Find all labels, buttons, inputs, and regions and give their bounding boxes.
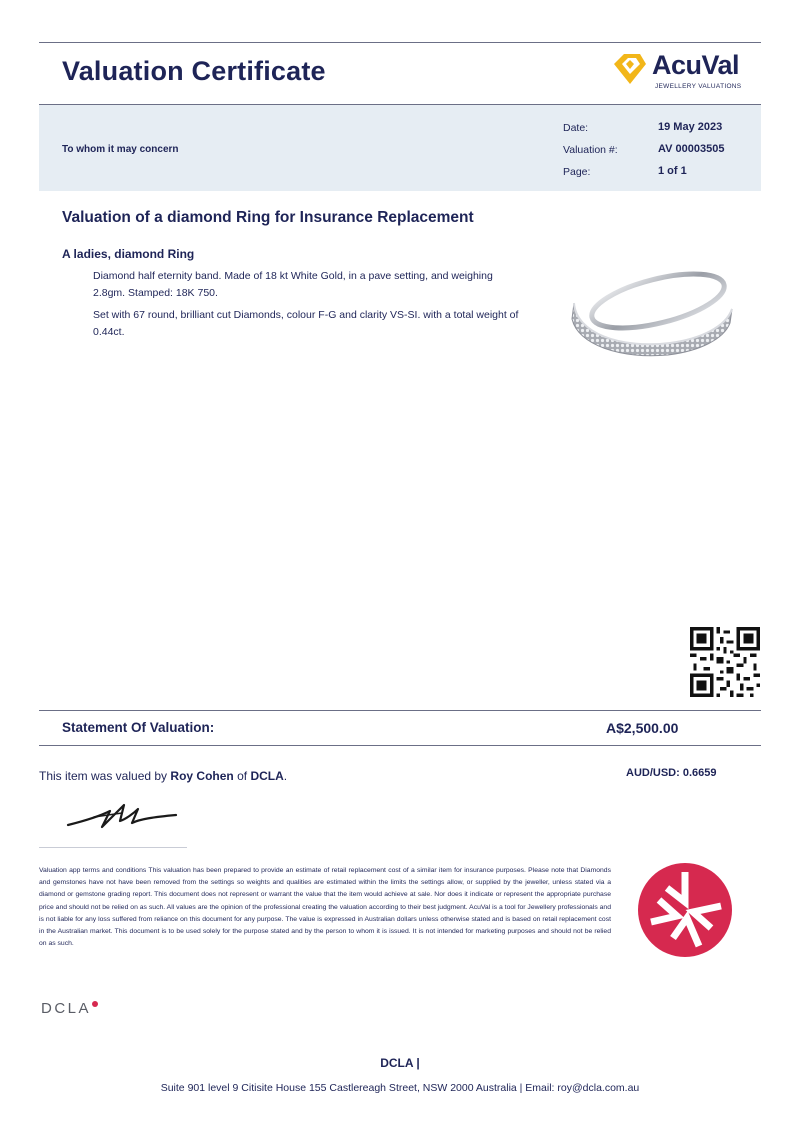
valuation-number-label: Valuation #: — [563, 144, 618, 156]
footer-company: DCLA | — [380, 1056, 420, 1070]
footer-address: Suite 901 level 9 Citisite House 155 Castlereagh Street, NSW 2000 Australia | Email: roy@dcla.com.au — [160, 1082, 640, 1094]
valuer-name: Roy Cohen — [170, 769, 234, 783]
dcla-logo — [41, 1000, 98, 1017]
acuval-logo-icon — [612, 52, 648, 88]
page-title: Valuation Certificate — [62, 56, 326, 86]
dcla-logo-text: DCLA — [41, 1000, 92, 1017]
statement-top-divider — [39, 710, 761, 711]
statement-value: A$2,500.00 — [606, 720, 679, 736]
item-title: A ladies, diamond Ring — [62, 247, 195, 261]
valued-by — [39, 769, 287, 783]
qr-code — [690, 627, 760, 697]
signature — [64, 797, 184, 833]
item-description-1: Diamond half eternity band. Made of 18 kt White Gold, in a pave setting, and weighing 2.8gm. Stamped: 18K 750. — [93, 270, 493, 299]
signature-line — [39, 847, 187, 848]
dcla-logo-dot-icon — [92, 1001, 98, 1007]
page-label: Page: — [563, 166, 591, 178]
addressee: To whom it may concern — [62, 144, 179, 155]
top-divider — [39, 42, 761, 43]
statement-label: Statement Of Valuation: — [62, 720, 215, 735]
statement-bottom-divider — [39, 745, 761, 746]
section-title: Valuation of a diamond Ring for Insurance Replacement — [62, 209, 474, 226]
ring-photo — [560, 263, 746, 359]
valuation-number-value: AV 00003505 — [658, 143, 725, 155]
valuer-company: DCLA — [250, 769, 284, 783]
logo-name: AcuVal — [652, 50, 740, 80]
date-label: Date: — [563, 122, 589, 134]
valued-by-suffix: . — [283, 769, 288, 783]
acuval-logo — [612, 50, 762, 96]
logo-subtitle: JEWELLERY VALUATIONS — [655, 83, 742, 90]
emblem-logo — [637, 862, 733, 958]
page-value: 1 of 1 — [658, 165, 687, 177]
date-value: 19 May 2023 — [658, 121, 723, 133]
valued-by-of: of — [237, 769, 248, 783]
exchange-rate: AUD/USD: 0.6659 — [626, 767, 717, 779]
valued-by-prefix: This item was valued by — [39, 769, 168, 783]
terms-and-conditions: Valuation app terms and conditions This valuation has been prepared to provide an estimate of retail replacement cost of a similar item for insurance purposes. Please note that Diamonds and gemstones have not have been removed from the settings so weights and qualities are estimated within the limits the settings allow, or supplied by the jeweller, unless stated via a diamond or gemstone grading report. This document does not represent or warrant the value that the item would achieve at sale. Nor does it indicate or represent the appropriate purchase price and should not be relied on as such. All values are the opinion of the professional creating the valuation according to their best judgment. AcuVal is a tool for Jewellery professionals and is not liable for any loss suffered from reliance on this document for any purpose. The value is expressed in Australian dollars unless otherwise stated and is based on retail replacement cost in the Australian market. This document is to be used solely for the purpose stated and by the person to whom it is issued. It is not intended for marketing purposes and should not be relied on as such. — [39, 867, 611, 948]
item-description-2: Set with 67 round, brilliant cut Diamonds, colour F-G and clarity VS-SI. with a total weight of 0.44ct. — [93, 309, 519, 338]
